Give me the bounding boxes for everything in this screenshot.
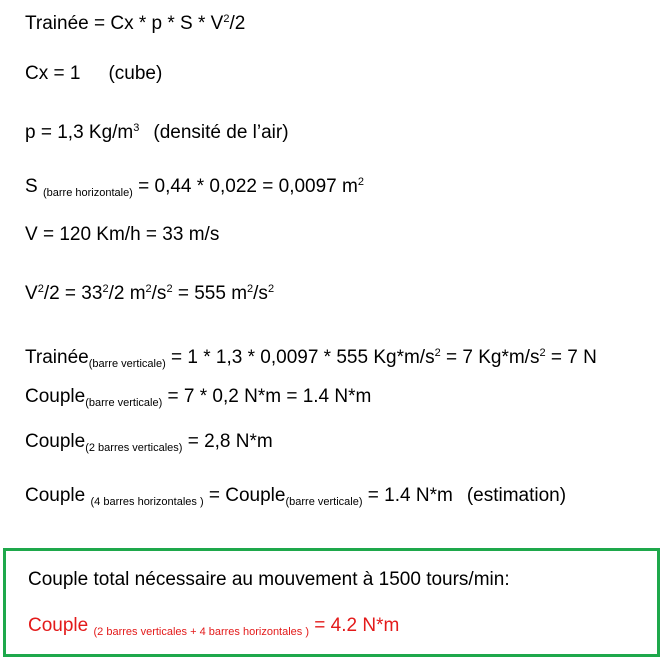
summary-result-rhs: = 4.2 N*m <box>309 615 400 636</box>
density-line <box>25 117 289 144</box>
drag-vertical-c: = 7 N <box>545 347 597 368</box>
drag-vertical-lhs: Trainée <box>25 347 89 368</box>
drag-vertical-line <box>25 342 597 375</box>
summary-result <box>28 615 399 643</box>
summary-title: Couple total nécessaire au mouvement à 1500 tours/min: <box>28 569 510 590</box>
v2-c-exp: 2 <box>145 283 152 295</box>
velocity-text: V = 120 Km/h = 33 m/s <box>25 224 220 245</box>
surface-rhs: = 0,44 * 0,022 = 0,0097 m <box>138 176 358 197</box>
cx-line <box>25 63 162 85</box>
couple-four-sub: (4 barres horizontales ) <box>90 496 204 508</box>
density-text: p = 1,3 Kg/m <box>25 122 134 143</box>
drag-formula-tail: /2 <box>229 13 246 34</box>
velocity-line <box>25 224 219 246</box>
v2-e-exp: 2 <box>247 283 254 295</box>
surface-lhs: S <box>25 176 38 197</box>
cx-text: Cx = 1 <box>25 63 81 84</box>
drag-vertical-b: = 7 Kg*m/s <box>440 347 540 368</box>
drag-vertical-b-exp: 2 <box>539 347 546 359</box>
summary-box <box>3 548 660 657</box>
drag-vertical-sub: (barre verticale) <box>88 358 166 370</box>
v2-a: V <box>25 283 38 304</box>
v2-f: /s <box>253 283 268 304</box>
v2-d: /s <box>151 283 167 304</box>
v2-b: /2 = 33 <box>43 283 103 304</box>
drag-formula <box>25 8 245 35</box>
couple-vertical-lhs: Couple <box>25 386 86 407</box>
couple-four-mid: = Couple <box>203 485 286 506</box>
couple-four-rhs: = 1.4 N*m <box>362 485 453 506</box>
couple-vertical-sub: (barre verticale) <box>85 397 163 409</box>
couple-four-lhs: Couple <box>25 485 91 506</box>
surface-line <box>25 171 364 204</box>
summary-result-sub: (2 barres verticales + 4 barres horizontales ) <box>93 626 310 638</box>
v2-e: = 555 m <box>172 283 248 304</box>
drag-formula-text: Trainée = Cx * p * S * V <box>25 13 224 34</box>
couple-two-sub: (2 barres verticales) <box>85 442 183 454</box>
couple-four-line <box>25 485 566 513</box>
v2-f-exp: 2 <box>267 283 275 295</box>
v2-a-exp: 2 <box>37 283 44 295</box>
couple-vertical-line <box>25 386 371 414</box>
drag-formula-exp: 2 <box>223 13 230 25</box>
couple-four-note: (estimation) <box>466 485 567 506</box>
v2-b-exp: 2 <box>102 283 109 295</box>
density-note: (densité de l’air) <box>153 122 289 143</box>
velocity-squared-line <box>25 278 274 305</box>
couple-vertical-rhs: = 7 * 0,2 N*m = 1.4 N*m <box>162 386 372 407</box>
density-exp: 3 <box>133 122 140 134</box>
couple-two-rhs: = 2,8 N*m <box>182 431 273 452</box>
drag-vertical-a: = 1 * 1,3 * 0,0097 * 555 Kg*m/s <box>165 347 435 368</box>
v2-d-exp: 2 <box>166 283 173 295</box>
surface-sub: (barre horizontale) <box>42 187 133 199</box>
cx-note: (cube) <box>108 63 163 84</box>
surface-exp: 2 <box>357 176 364 188</box>
summary-result-lhs: Couple <box>28 615 94 636</box>
v2-c: /2 m <box>108 283 146 304</box>
drag-vertical-a-exp: 2 <box>434 347 441 359</box>
couple-four-sub2: (barre verticale) <box>285 496 363 508</box>
couple-two-lhs: Couple <box>25 431 86 452</box>
couple-two-line <box>25 431 273 459</box>
